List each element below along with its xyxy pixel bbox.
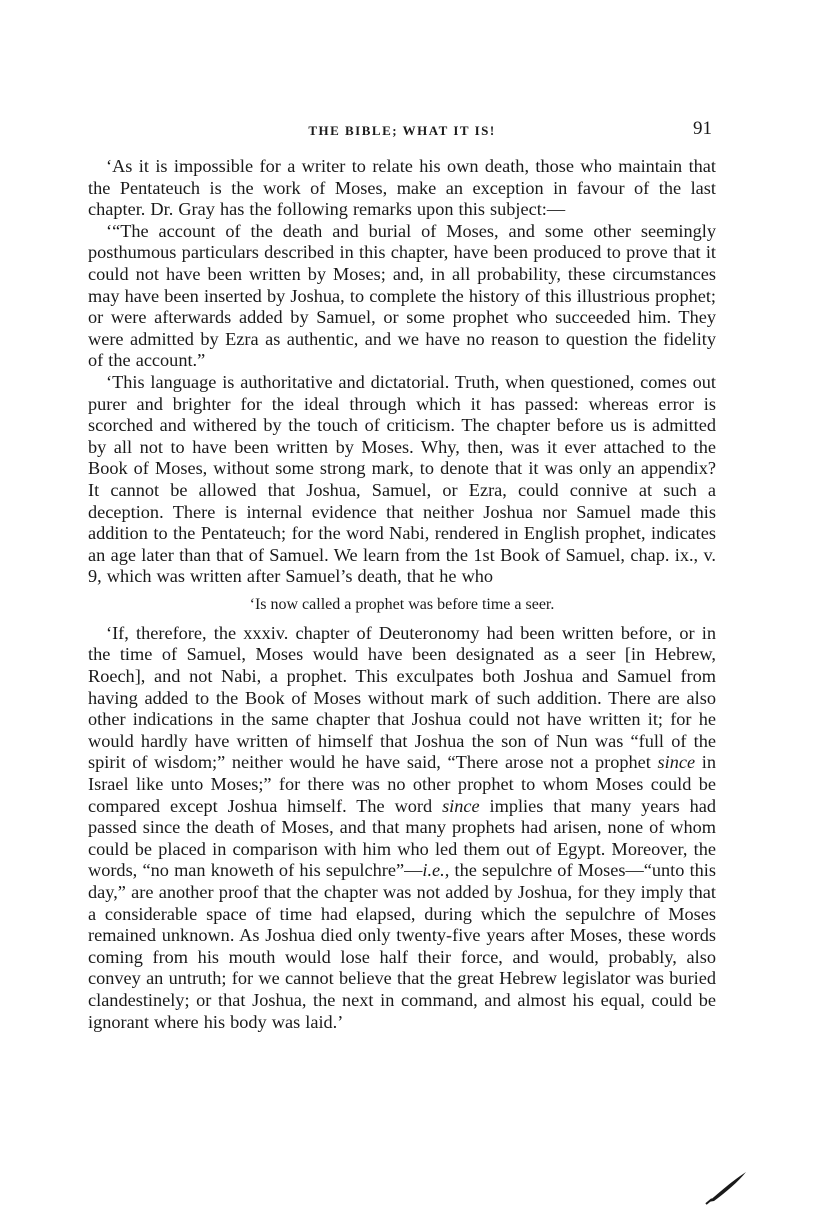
scripture-quote: ‘Is now called a prophet was before time a seer. [249, 595, 555, 613]
paragraph-4-part-b: in Israel like unto Moses;” for there was no other prophet to whom Moses could be compared except Joshua himself. The word [88, 752, 716, 816]
paragraph-4-part-d: the sepulchre of Moses—“unto this day,” are another proof that the chapter was not added by Joshua, for they imply that a considerable space of time had elapsed, during which the sepulchre of Moses remained unknown. As Joshua died only twenty-five years after Moses, these words coming from his mouth would lose half their force, and would, probably, also convey an untruth; for we cannot believe that the great Hebrew legislator was buried clandestinely; or that Joshua, the next in command, and almost his equal, could be ignorant where his body was laid.’ [88, 860, 716, 1032]
paragraph-3: ‘This language is authoritative and dictatorial. Truth, when questioned, comes out purer and brighter for the ideal through which it has passed: whereas error is scorched and withered by the touch of criticism. The chapter before us is admitted by all not to have been written by Moses. Why, then, was it ever attached to the Book of Moses, without some strong mark, to denote that it was only an appendix? It cannot be allowed that Joshua, Samuel, or Ezra, could connive at such a deception. There is internal evidence that neither Joshua nor Samuel made this addition to the Pentateuch; for the word Nabi, rendered in English prophet, indicates an age later than that of Samuel. We learn from the 1st Book of Samuel, chap. ix., v. 9, which was written after Samuel’s death, that he who [88, 371, 716, 587]
paragraph-4-part-c: implies that many years had passed since the death of Moses, and that many prophets had arisen, none of whom could be placed in comparison with him who led them out of Egypt. Moreover, the words, “no man knoweth of his sepulchre”— [88, 795, 716, 881]
paragraph-1: ‘As it is impossible for a writer to relate his own death, those who maintain that the Pentateuch is the work of Moses, make an exception in favour of the last chapter. Dr. Gray has the following remarks upon this subject:— [88, 156, 716, 220]
italic-ie: i.e., [422, 860, 450, 881]
italic-since-1: since [657, 752, 696, 773]
book-page [88, 118, 716, 1033]
running-title: THE BIBLE; WHAT IT IS! [308, 123, 496, 138]
italic-since-2: since [442, 795, 480, 816]
pen-flourish-icon [704, 1168, 750, 1206]
paragraph-2-quotation: ‘“The account of the death and burial of Moses, and some other seemingly posthumous particulars described in this chapter, have been produced to prove that it could not have been written by Moses; and, in all probability, these circumstances may have been inserted by Joshua, to complete the history of this illustrious prophet; or were afterwards added by Samuel, or some prophet who succeeded him. They were admitted by Ezra as authentic, and we have no reason to question the fidelity of the account.” [88, 220, 716, 371]
paragraph-4 [88, 623, 716, 1033]
running-head [88, 118, 716, 142]
page-number: 91 [693, 118, 712, 139]
paragraph-4-part-a: ‘If, therefore, the xxxiv. chapter of Deuteronomy had been written before, or in the time of Samuel, Moses would have been designated as a seer [in Hebrew, Roech], and not Nabi, a prophet. This exculpates both Joshua and Samuel from having added to the Book of Moses without mark of such addition. There are also other indications in the same chapter that Joshua could not have written it; for he would hardly have written of himself that Joshua the son of Nun was “full of the spirit of wisdom;” neither would he have said, “There arose not a prophet [88, 622, 716, 773]
